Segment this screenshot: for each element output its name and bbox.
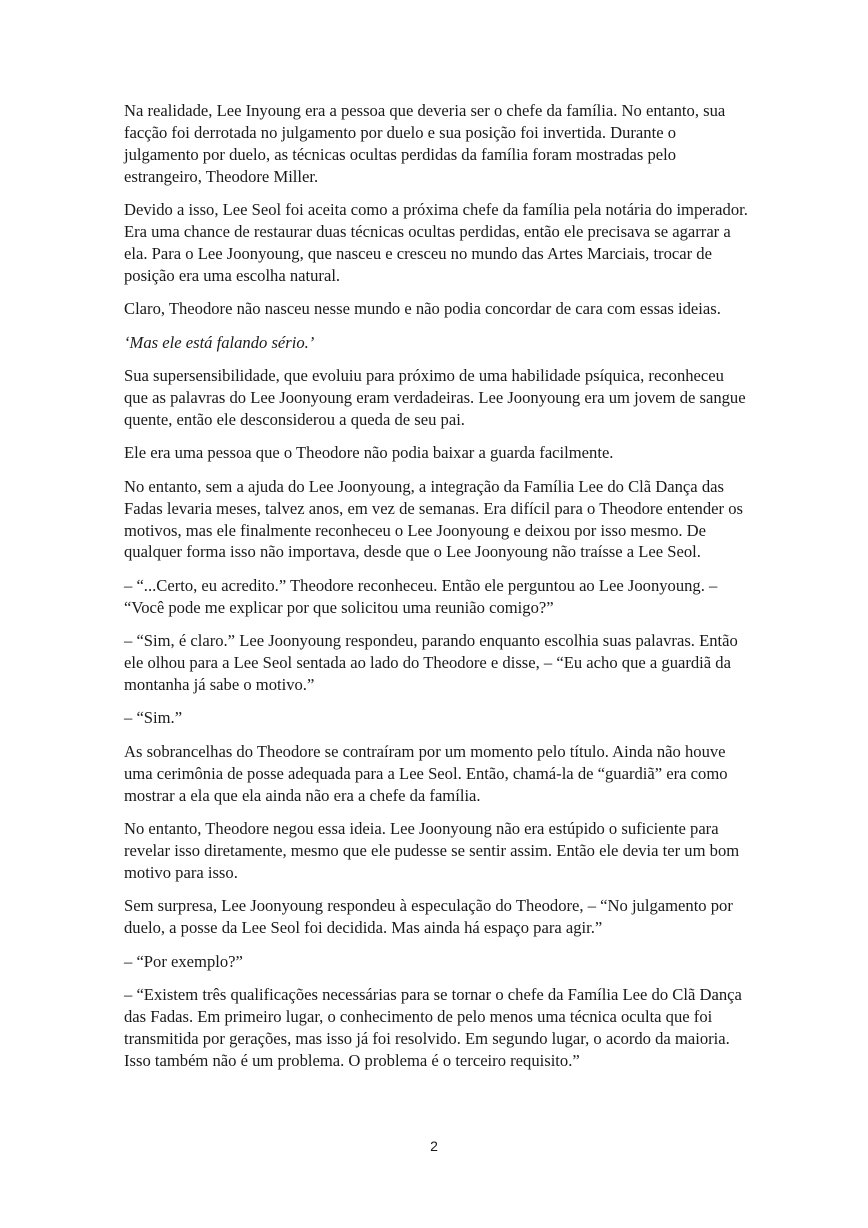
paragraph: No entanto, sem a ajuda do Lee Joonyoung, a integração da Família Lee do Clã Dança das Fadas levaria meses, talvez anos, em vez de semanas. Era difícil para o Theodore entender os motivos, mas ele finalmente reconheceu o Lee Joonyoung e deixou por isso mesmo. De qualquer forma isso não importava, desde que o Lee Joonyoung não traísse a Lee Seol. xyxy=(124,476,743,562)
paragraph: Devido a isso, Lee Seol foi aceita como a próxima chefe da família pela notária do imperador. Era uma chance de restaurar duas técnicas ocultas perdidas, então ele precisava se agarrar a ela. Para o Lee Joonyoung, que nasceu e cresceu no mundo das Artes Marciais, trocar de posição era uma escolha natural. xyxy=(124,200,748,285)
paragraph: Na realidade, Lee Inyoung era a pessoa que deveria ser o chefe da família. No entanto, sua facção foi derrotada no julgamento por duelo e sua posição foi invertida. Durante o julgamento por duelo, as técnicas ocultas perdidas da família foram mostradas pelo estrangeiro, Theodore Miller. xyxy=(124,101,726,186)
paragraph: No entanto, Theodore negou essa ideia. Lee Joonyoung não era estúpido o suficiente para revelar isso diretamente, mesmo que ele pudesse se sentir assim. Então ele devia ter um bom motivo para isso. xyxy=(124,818,740,882)
paragraph: Sua supersensibilidade, que evoluiu para próximo de uma habilidade psíquica, reconheceu que as palavras do Lee Joonyoung eram verdadeiras. Lee Joonyoung era um jovem de sangue quente, então ele desconsiderou a queda de seu pai. xyxy=(124,366,746,429)
paragraph: Claro, Theodore não nasceu nesse mundo e não podia concordar de cara com essas ideias. xyxy=(124,299,721,319)
paragraph-dialogue: – “Por exemplo?” xyxy=(124,951,243,971)
paragraph-dialogue: – “...Certo, eu acredito.” Theodore reconheceu. Então ele perguntou ao Lee Joonyoung. – “Você pode me explicar por que solicitou uma reunião comigo?” xyxy=(124,575,718,617)
paragraph: Ele era uma pessoa que o Theodore não podia baixar a guarda facilmente. xyxy=(124,443,614,463)
paragraph: As sobrancelhas do Theodore se contraíram por um momento pelo título. Ainda não houve uma cerimônia de posse adequada para a Lee Seol. Então, chamá-la de “guardiã” era como mostrar a ela que ela ainda não era a chefe da família. xyxy=(124,741,728,805)
paragraph-dialogue: – “Existem três qualificações necessárias para se tornar o chefe da Família Lee do Clã Dança das Fadas. Em primeiro lugar, o conhecimento de pelo menos uma técnica oculta que foi transmitida por gerações, mas isso já foi resolvido. Em segundo lugar, o acordo da maioria. Isso também não é um problema. O problema é o terceiro requisito.” xyxy=(124,984,742,1070)
document-body xyxy=(124,100,749,1083)
paragraph-dialogue: – “Sim.” xyxy=(124,708,183,728)
page-number: 2 xyxy=(430,1138,438,1154)
paragraph-dialogue: Sem surpresa, Lee Joonyoung respondeu à especulação do Theodore, – “No julgamento por duelo, a posse da Lee Seol foi decidida. Mas ainda há espaço para agir.” xyxy=(124,896,733,938)
paragraph-thought: ‘Mas ele está falando sério.’ xyxy=(124,332,315,352)
paragraph-dialogue: – “Sim, é claro.” Lee Joonyoung respondeu, parando enquanto escolhia suas palavras. Então ele olhou para a Lee Seol sentada ao lado do Theodore e disse, – “Eu acho que a guardiã da montanha já sabe o motivo.” xyxy=(124,631,738,694)
